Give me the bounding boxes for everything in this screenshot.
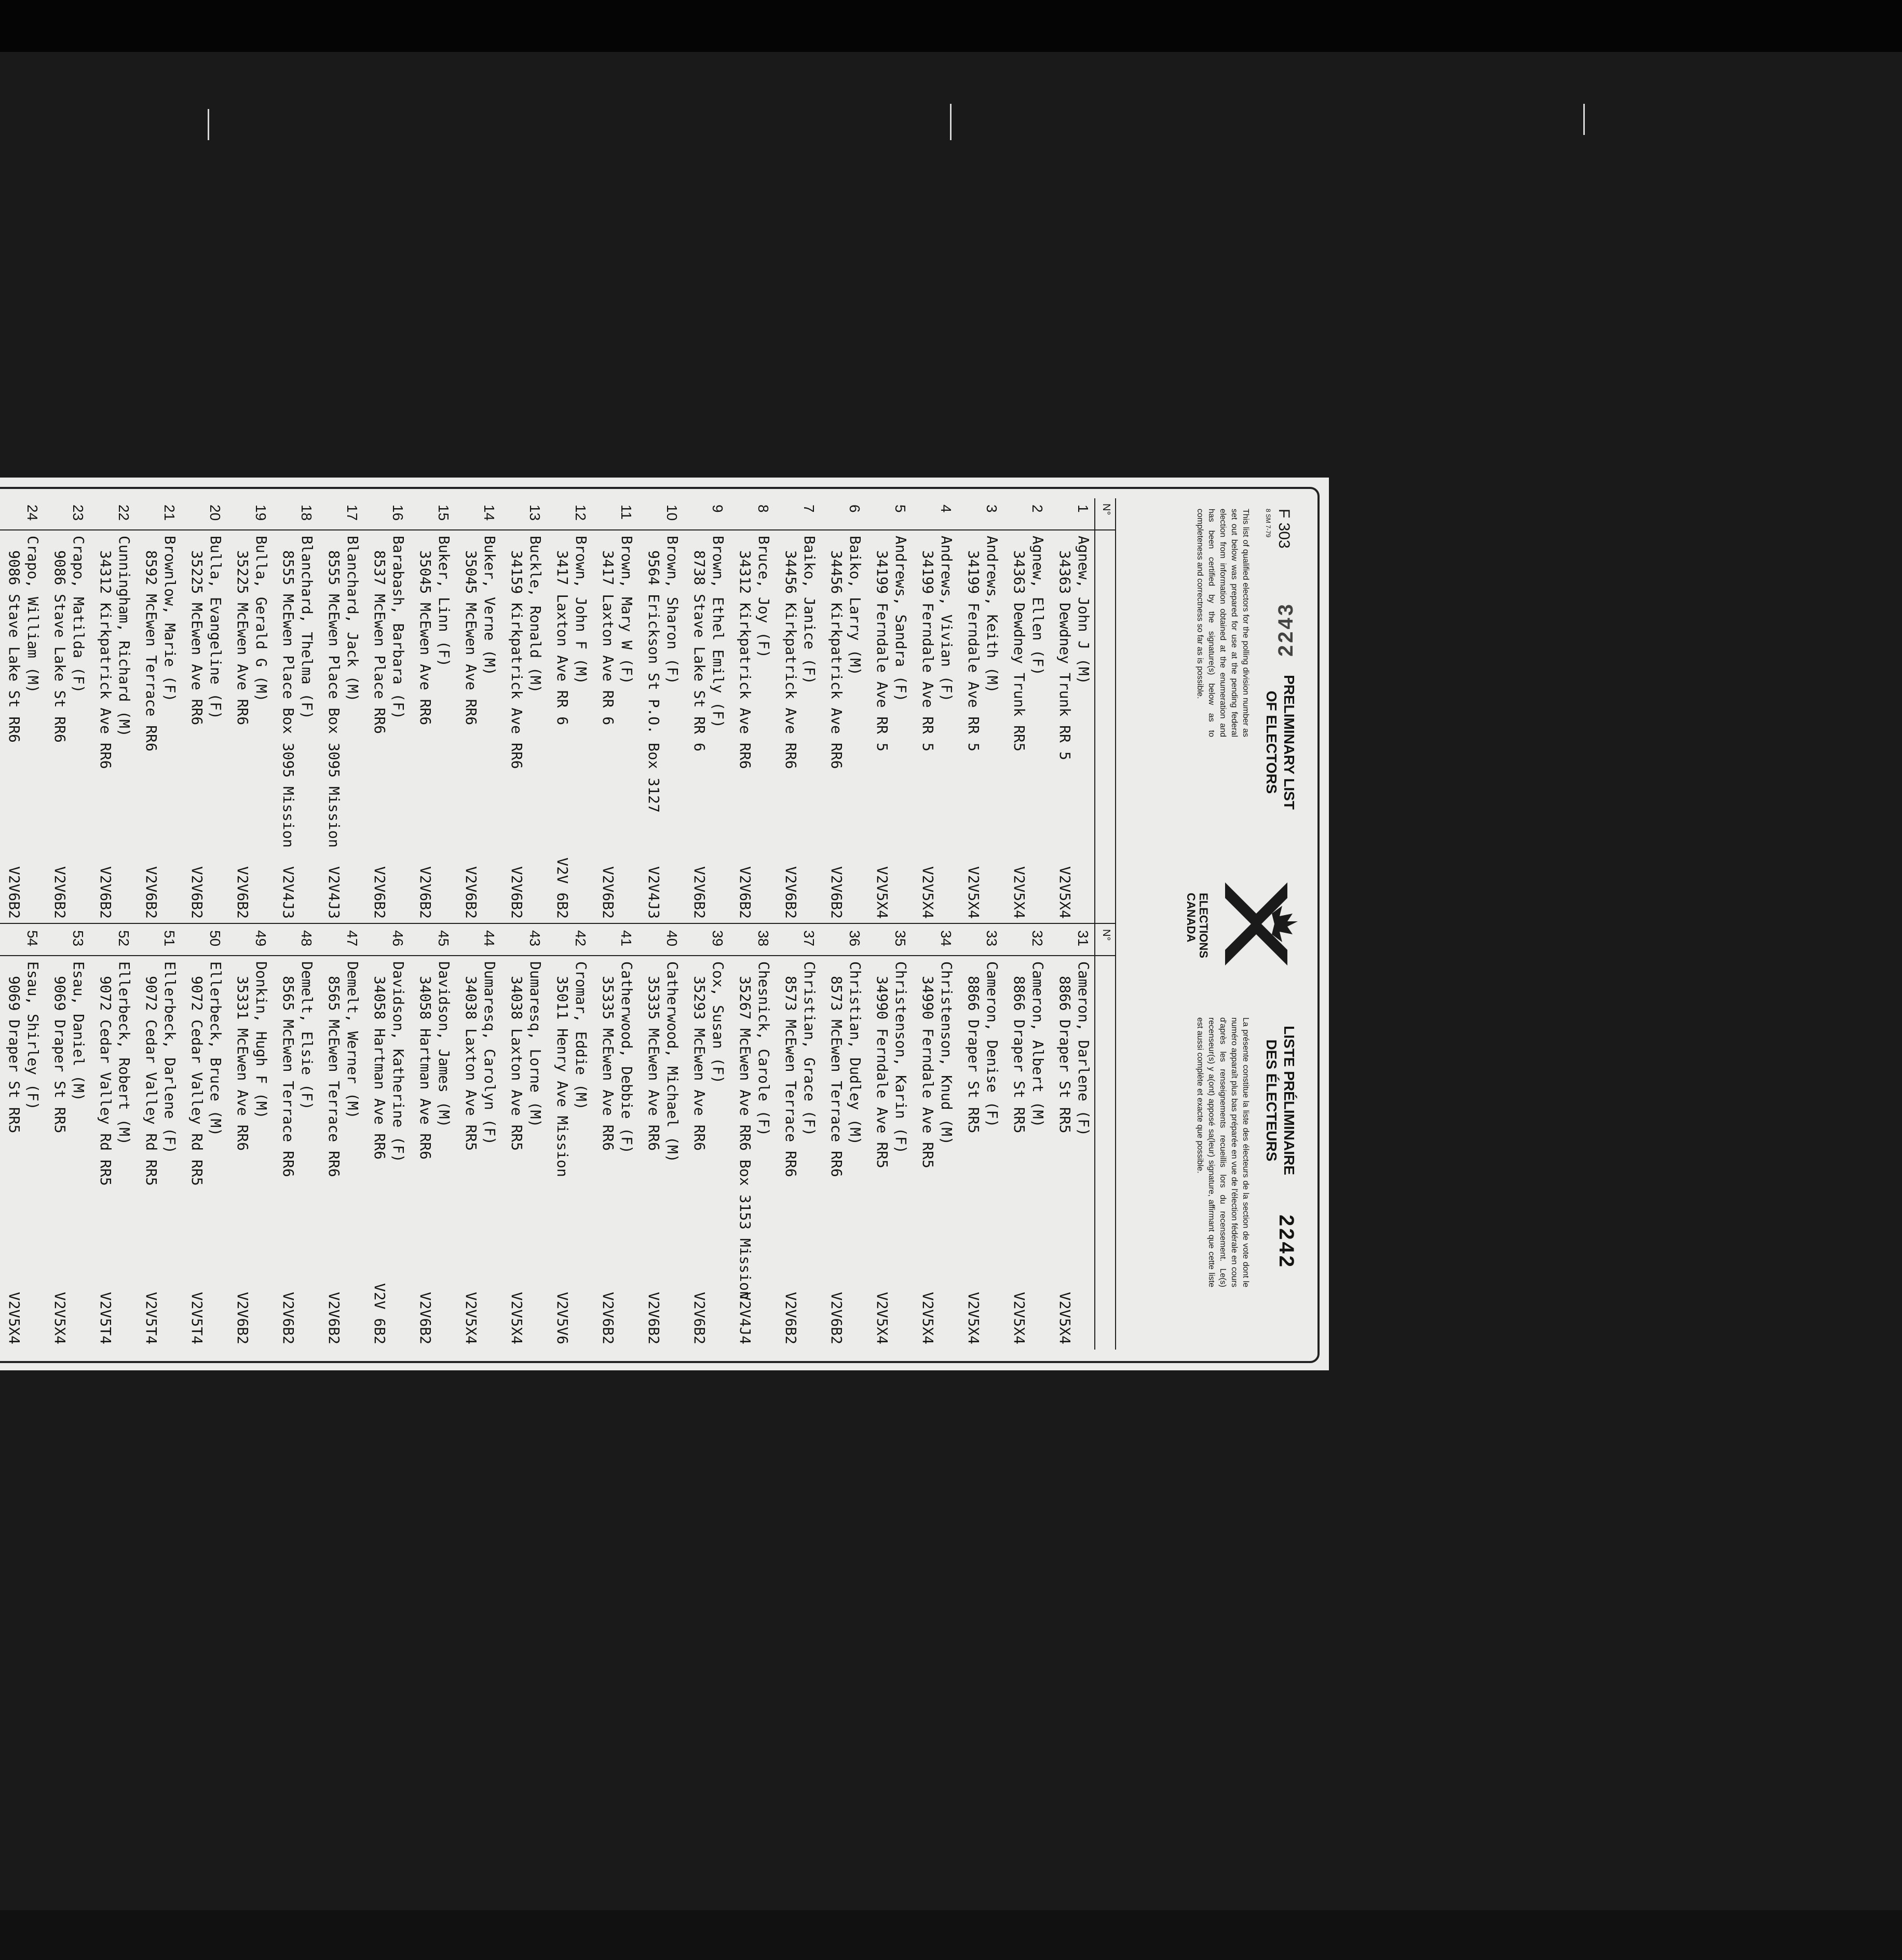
- elector-address: 8866 Draper St RR5: [1056, 976, 1074, 1134]
- elector-postal-code: V2V5X4: [6, 1291, 23, 1344]
- elector-number: 44: [481, 930, 497, 947]
- elector-postal-code: V2V6B2: [782, 866, 799, 919]
- elector-postal-code: V2V6B2: [463, 866, 480, 919]
- elector-address: 35045 McEwen Ave RR6: [417, 550, 434, 726]
- elector-name: Brownlow, Marie (F): [161, 536, 179, 702]
- elector-address: 8555 McEwen Place Box 3095 Mission: [325, 550, 343, 848]
- elector-number: 50: [207, 930, 223, 947]
- elector-postal-code: V2V5X4: [919, 1291, 936, 1344]
- elector-name: Baiko, Janice (F): [801, 536, 818, 685]
- elector-address: 8573 McEwen Terrace RR6: [782, 976, 799, 1177]
- elector-number: 37: [801, 930, 817, 947]
- elector-row: [1049, 498, 1094, 924]
- elector-number: 46: [390, 930, 406, 947]
- elector-row: [0, 498, 44, 924]
- elector-name: Barabash, Barbara (F): [390, 536, 407, 720]
- elector-name: Esau, Daniel (M): [70, 961, 87, 1101]
- elector-row: [775, 498, 820, 924]
- elector-number: 49: [253, 930, 269, 947]
- elector-number: 14: [481, 505, 497, 521]
- elector-number: 13: [527, 505, 543, 521]
- elector-row: [181, 924, 226, 1350]
- elector-name: Dumaresq, Lorne (M): [527, 961, 544, 1128]
- elector-postal-code: V2V 6B2: [554, 857, 571, 919]
- elector-row: [1003, 498, 1049, 924]
- form-date: 8 SM 7-79: [1265, 509, 1272, 538]
- elector-name: Crapo, Matilda (F): [70, 536, 87, 693]
- elector-row: [729, 924, 775, 1350]
- elector-address: 34456 Kirkpatrick Ave RR6: [782, 550, 799, 769]
- elector-number: 12: [573, 505, 589, 521]
- elector-postal-code: V2V6B2: [97, 866, 114, 919]
- elector-row: [866, 498, 912, 924]
- elector-address: 3417 Laxton Ave RR 6: [600, 550, 617, 726]
- elector-row: [637, 924, 683, 1350]
- elector-name: Crapo, William (M): [24, 536, 42, 693]
- elector-name: Cameron, Denise (F): [984, 961, 1001, 1128]
- elector-row: [0, 924, 44, 1350]
- elector-row: [912, 924, 957, 1350]
- elector-name: Bulla, Gerald G (M): [253, 536, 270, 702]
- elector-name: Ellerbeck, Robert (M): [116, 961, 133, 1146]
- elector-row: [409, 924, 455, 1350]
- elector-name: Ellerbeck, Darlene (F): [161, 961, 179, 1154]
- number-divider-left: [0, 529, 1116, 530]
- elector-address: 9069 Draper St RR5: [51, 976, 69, 1134]
- column-header: [1094, 498, 1115, 924]
- elector-row: [1003, 924, 1049, 1350]
- intro-english: This list of qualified electors for the polling division number as set out below was prepared for use at the pending federal election from information obtained at the enumeration and has been certified by the signature(s) below as to completeness and correctness so far as is possible.: [1195, 509, 1250, 737]
- elector-name: Davidson, James (M): [436, 961, 453, 1128]
- elections-canada-logo-icon: [1199, 872, 1308, 976]
- film-scratch: [208, 109, 209, 140]
- elector-row: [272, 498, 318, 924]
- elector-number: 6: [847, 505, 863, 513]
- elector-number: 15: [436, 505, 452, 521]
- elector-postal-code: V2V6B2: [325, 1291, 343, 1344]
- film-border-bottom: [0, 1910, 1902, 1960]
- elector-address: 34990 Ferndale Ave RR5: [919, 976, 936, 1168]
- elector-postal-code: V2V5X4: [874, 1291, 891, 1344]
- elector-postal-code: V2V4J3: [280, 866, 297, 919]
- elector-address: 9086 Stave Lake St RR6: [51, 550, 69, 743]
- elector-row: [89, 498, 135, 924]
- elector-number: 18: [298, 505, 315, 521]
- elector-row: [455, 924, 500, 1350]
- elector-row: [135, 924, 181, 1350]
- elector-postal-code: V2V6B2: [143, 866, 160, 919]
- elector-number: 32: [1029, 930, 1045, 947]
- elector-postal-code: V2V5V6: [554, 1291, 571, 1344]
- elector-address: 8537 McEwen Place RR6: [371, 550, 388, 734]
- elector-postal-code: V2V5T4: [97, 1291, 114, 1344]
- elector-number: 45: [436, 930, 452, 947]
- elector-name: Cameron, Darlene (F): [1075, 961, 1092, 1137]
- elector-postal-code: V2V6B2: [417, 1291, 434, 1344]
- agency-name: ELECTIONS CANADA: [1185, 893, 1210, 958]
- elector-number: 22: [116, 505, 132, 521]
- elector-number: 52: [116, 930, 132, 947]
- intro-french: La présente constitue la liste des électeurs de la section de vote dont le numéro apparaît plus bas préparée en vue de l'élection fédérale en cours d'après les renseignements recueillis lors du recensement. Le(s) recenseur(s) y a(ont) apposé sa(leur) signature, affirmant que cette liste est aussi complète et exacte que possible.: [1195, 1017, 1250, 1287]
- elector-row: [44, 498, 89, 924]
- electors-list-sheet: [0, 478, 1329, 1370]
- elector-name: Blanchard, Jack (M): [344, 536, 361, 702]
- elector-address: 8738 Stave Lake St RR 6: [691, 550, 708, 752]
- elector-address: 34990 Ferndale Ave RR5: [874, 976, 891, 1168]
- column-header: [1094, 924, 1115, 1350]
- film-scratch: [1583, 104, 1585, 135]
- elector-postal-code: V2V6B2: [691, 1291, 708, 1344]
- elector-number: 35: [892, 930, 908, 947]
- elector-address: 9069 Draper St RR5: [6, 976, 23, 1134]
- elector-number: 38: [755, 930, 771, 947]
- elector-number: 47: [344, 930, 360, 947]
- elector-number: 19: [253, 505, 269, 521]
- elector-address: 34159 Kirkpatrick Ave RR6: [508, 550, 525, 769]
- electors-column-left: [0, 498, 1116, 924]
- elector-row: [89, 924, 135, 1350]
- elector-number: 2: [1029, 505, 1045, 513]
- elector-number: 5: [892, 505, 908, 513]
- elector-row: [820, 498, 866, 924]
- elector-row: [546, 498, 592, 924]
- elector-name: Agnew, John J (M): [1075, 536, 1092, 685]
- elector-row: [912, 498, 957, 924]
- elector-number: 9: [710, 505, 726, 513]
- elector-postal-code: V2V6B2: [417, 866, 434, 919]
- elector-address: 9072 Cedar Valley Rd RR5: [188, 976, 206, 1186]
- elector-address: 35293 McEwen Ave RR6: [691, 976, 708, 1151]
- elector-name: Davidson, Katherine (F): [390, 961, 407, 1163]
- elector-name: Buker, Linn (F): [436, 536, 453, 667]
- elector-row: [683, 498, 729, 924]
- film-border-top: [0, 0, 1902, 52]
- elector-number: 16: [390, 505, 406, 521]
- elector-address: 35335 McEwen Ave RR6: [600, 976, 617, 1151]
- elector-address: 8866 Draper St RR5: [965, 976, 982, 1134]
- elector-postal-code: V2V6B2: [6, 866, 23, 919]
- elector-postal-code: V2V5X4: [463, 1291, 480, 1344]
- elector-row: [272, 924, 318, 1350]
- elector-row: [363, 924, 409, 1350]
- elector-postal-code: V2V 6B2: [371, 1283, 388, 1344]
- elector-row: [226, 924, 272, 1350]
- elector-postal-code: V2V6B2: [828, 866, 845, 919]
- elector-number: 8: [755, 505, 771, 513]
- title-english: PRELIMINARY LIST OF ELECTORS: [1264, 675, 1297, 810]
- elector-number: 54: [24, 930, 40, 947]
- elector-number: 23: [70, 505, 86, 521]
- elector-name: Bulla, Evangeline (F): [207, 536, 224, 720]
- elector-row: [592, 924, 637, 1350]
- elector-row: [683, 924, 729, 1350]
- electors-column-right: [0, 924, 1116, 1350]
- elector-number: 17: [344, 505, 360, 521]
- elector-address: 34058 Hartman Ave RR6: [371, 976, 388, 1160]
- elector-row: [135, 498, 181, 924]
- elector-name: Bruce, Joy (F): [755, 536, 772, 659]
- elector-postal-code: V2V6B2: [828, 1291, 845, 1344]
- elector-row: [775, 924, 820, 1350]
- elector-name: Catherwood, Michael (M): [664, 961, 681, 1163]
- column-header-no: N°: [1101, 929, 1112, 941]
- elector-number: 20: [207, 505, 223, 521]
- elector-name: Christian, Dudley (M): [847, 961, 864, 1146]
- elector-postal-code: V2V6B2: [508, 866, 525, 919]
- elector-postal-code: V2V6B2: [234, 1291, 251, 1344]
- elector-address: 35225 McEwen Ave RR6: [234, 550, 251, 726]
- elector-number: 3: [984, 505, 1000, 513]
- elector-address: 3417 Laxton Ave RR 6: [554, 550, 571, 726]
- elector-name: Buker, Verne (M): [481, 536, 498, 676]
- elector-number: 42: [573, 930, 589, 947]
- elector-name: Agnew, Ellen (F): [1029, 536, 1047, 676]
- elector-postal-code: V2V5X4: [965, 1291, 982, 1344]
- elector-address: 34038 Laxton Ave RR5: [463, 976, 480, 1151]
- elector-name: Ellerbeck, Bruce (M): [207, 961, 224, 1137]
- elector-postal-code: V2V5X4: [1011, 866, 1028, 919]
- elector-address: 34199 Ferndale Ave RR 5: [965, 550, 982, 752]
- elector-row: [957, 498, 1003, 924]
- elector-postal-code: V2V4J4: [737, 1291, 754, 1344]
- elector-row: [820, 924, 866, 1350]
- elector-row: [455, 498, 500, 924]
- elector-row: [409, 498, 455, 924]
- elector-row: [592, 498, 637, 924]
- elector-name: Demelt, Elsie (F): [298, 961, 316, 1110]
- elector-number: 33: [984, 930, 1000, 947]
- elector-address: 8565 McEwen Terrace RR6: [325, 976, 343, 1177]
- elector-number: 39: [710, 930, 726, 947]
- elector-address: 8555 McEwen Place Box 3095 Mission: [280, 550, 297, 848]
- elector-number: 4: [938, 505, 954, 513]
- number-divider-right: [0, 955, 1116, 956]
- elector-postal-code: V2V5X4: [1056, 866, 1074, 919]
- title-french: LISTE PRÉLIMINAIRE DES ÉLECTEURS: [1264, 1026, 1297, 1175]
- elector-address: 8565 McEwen Terrace RR6: [280, 976, 297, 1177]
- elector-name: Christian, Grace (F): [801, 961, 818, 1137]
- film-scratch: [950, 104, 952, 140]
- elector-address: 8592 McEwen Terrace RR6: [143, 550, 160, 752]
- elector-number: 11: [618, 505, 634, 520]
- elector-postal-code: V2V5X4: [965, 866, 982, 919]
- elector-row: [637, 498, 683, 924]
- elector-name: Demelt, Werner (M): [344, 961, 361, 1119]
- elector-address: 8866 Draper St RR5: [1011, 976, 1028, 1134]
- elector-postal-code: V2V5X4: [919, 866, 936, 919]
- elector-address: 35225 McEwen Ave RR6: [188, 550, 206, 726]
- elector-number: 34: [938, 930, 954, 947]
- elector-name: Catherwood, Debbie (F): [618, 961, 635, 1154]
- elector-postal-code: V2V6B2: [371, 866, 388, 919]
- elector-postal-code: V2V5X4: [1056, 1291, 1074, 1344]
- elector-name: Buckle, Ronald (M): [527, 536, 544, 693]
- elector-row: [500, 924, 546, 1350]
- elector-name: Brown, Sharon (F): [664, 536, 681, 685]
- elector-address: 35331 McEwen Ave RR6: [234, 976, 251, 1151]
- elector-address: 35045 McEwen Ave RR6: [463, 550, 480, 726]
- elector-address: 34363 Dewdney Trunk RR5: [1011, 550, 1028, 752]
- elector-address: 34312 Kirkpatrick Ave RR6: [97, 550, 114, 769]
- elector-row: [226, 498, 272, 924]
- elector-name: Cunningham, Richard (M): [116, 536, 133, 737]
- elector-name: Brown, John F (M): [573, 536, 590, 685]
- elector-postal-code: V2V4J3: [325, 866, 343, 919]
- elector-name: Andrews, Keith (M): [984, 536, 1001, 693]
- elector-number: 7: [801, 505, 817, 513]
- elector-address: 34058 Hartman Ave RR6: [417, 976, 434, 1160]
- elector-postal-code: V2V5X4: [508, 1291, 525, 1344]
- elector-postal-code: V2V5T4: [143, 1291, 160, 1344]
- elector-address: 34038 Laxton Ave RR5: [508, 976, 525, 1151]
- elector-name: Esau, Shirley (F): [24, 961, 42, 1110]
- elector-address: 35267 McEwen Ave RR6 Box 3153 Mission: [737, 976, 754, 1300]
- elector-name: Brown, Ethel Emily (F): [710, 536, 727, 728]
- elector-name: Donkin, Hugh F (M): [253, 961, 270, 1119]
- elector-name: Christenson, Karin (F): [892, 961, 909, 1154]
- elector-address: 34199 Ferndale Ave RR 5: [919, 550, 936, 752]
- elector-address: 34312 Kirkpatrick Ave RR6: [737, 550, 754, 769]
- elector-address: 9564 Erickson St P.O. Box 3127: [645, 550, 662, 813]
- elector-postal-code: V2V6B2: [280, 1291, 297, 1344]
- elector-address: 34199 Ferndale Ave RR 5: [874, 550, 891, 752]
- elector-row: [318, 498, 363, 924]
- elector-number: 1: [1075, 505, 1091, 513]
- elector-number: 21: [161, 505, 178, 521]
- elector-name: Christenson, Knud (M): [938, 961, 955, 1146]
- elector-postal-code: V2V5X4: [51, 1291, 69, 1344]
- elector-postal-code: V2V6B2: [691, 866, 708, 919]
- elector-number: 36: [847, 930, 863, 947]
- elector-row: [500, 498, 546, 924]
- elector-address: 9086 Stave Lake St RR6: [6, 550, 23, 743]
- elector-postal-code: V2V5X4: [1011, 1291, 1028, 1344]
- elector-number: 31: [1075, 930, 1091, 947]
- elector-row: [181, 498, 226, 924]
- elector-name: Andrews, Sandra (F): [892, 536, 909, 702]
- elector-row: [866, 924, 912, 1350]
- handwritten-number-left: 2243: [1274, 602, 1297, 657]
- elector-number: 51: [161, 930, 178, 947]
- elector-number: 10: [664, 505, 680, 521]
- form-code: F 303: [1275, 509, 1293, 549]
- elector-postal-code: V2V6B2: [600, 1291, 617, 1344]
- elector-name: Blanchard, Thelma (F): [298, 536, 316, 720]
- elector-row: [1049, 924, 1094, 1350]
- elector-address: 34456 Kirkpatrick Ave RR6: [828, 550, 845, 769]
- elector-name: Dumaresq, Carolyn (F): [481, 961, 498, 1146]
- elector-row: [957, 924, 1003, 1350]
- elector-name: Cromar, Eddie (M): [573, 961, 590, 1110]
- column-divider: [0, 923, 1116, 924]
- elector-row: [44, 924, 89, 1350]
- elector-postal-code: V2V6B2: [600, 866, 617, 919]
- elector-address: 9072 Cedar Valley Rd RR5: [97, 976, 114, 1186]
- elector-postal-code: V2V6B2: [645, 1291, 662, 1344]
- elector-address: 34363 Dewdney Trunk RR 5: [1056, 550, 1074, 760]
- elector-name: Chesnick, Carole (F): [755, 961, 772, 1137]
- elector-postal-code: V2V6B2: [234, 866, 251, 919]
- elector-address: 35011 Henry Ave Mission: [554, 976, 571, 1177]
- handwritten-number-right: 2242: [1275, 1215, 1298, 1269]
- elector-number: 53: [70, 930, 86, 947]
- elector-address: 9072 Cedar Valley Rd RR5: [143, 976, 160, 1186]
- elector-address: 35335 McEwen Ave RR6: [645, 976, 662, 1151]
- elector-number: 41: [618, 930, 634, 947]
- elector-postal-code: V2V5X4: [874, 866, 891, 919]
- elector-row: [363, 498, 409, 924]
- elector-postal-code: V2V6B2: [782, 1291, 799, 1344]
- elector-postal-code: V2V6B2: [51, 866, 69, 919]
- elector-postal-code: V2V4J3: [645, 866, 662, 919]
- elector-number: 40: [664, 930, 680, 947]
- elector-number: 24: [24, 505, 40, 521]
- elector-number: 43: [527, 930, 543, 947]
- elector-address: 8573 McEwen Terrace RR6: [828, 976, 845, 1177]
- elector-row: [546, 924, 592, 1350]
- elector-row: [729, 498, 775, 924]
- elector-postal-code: V2V5T4: [188, 1291, 206, 1344]
- elector-name: Andrews, Vivian (F): [938, 536, 955, 702]
- elector-number: 48: [298, 930, 315, 947]
- elector-postal-code: V2V6B2: [188, 866, 206, 919]
- elector-name: Baiko, Larry (M): [847, 536, 864, 676]
- column-header-no: N°: [1101, 503, 1112, 515]
- elector-name: Cox, Susan (F): [710, 961, 727, 1084]
- elector-row: [318, 924, 363, 1350]
- elector-name: Cameron, Albert (M): [1029, 961, 1047, 1128]
- elector-name: Brown, Mary W (F): [618, 536, 635, 685]
- elector-postal-code: V2V6B2: [737, 866, 754, 919]
